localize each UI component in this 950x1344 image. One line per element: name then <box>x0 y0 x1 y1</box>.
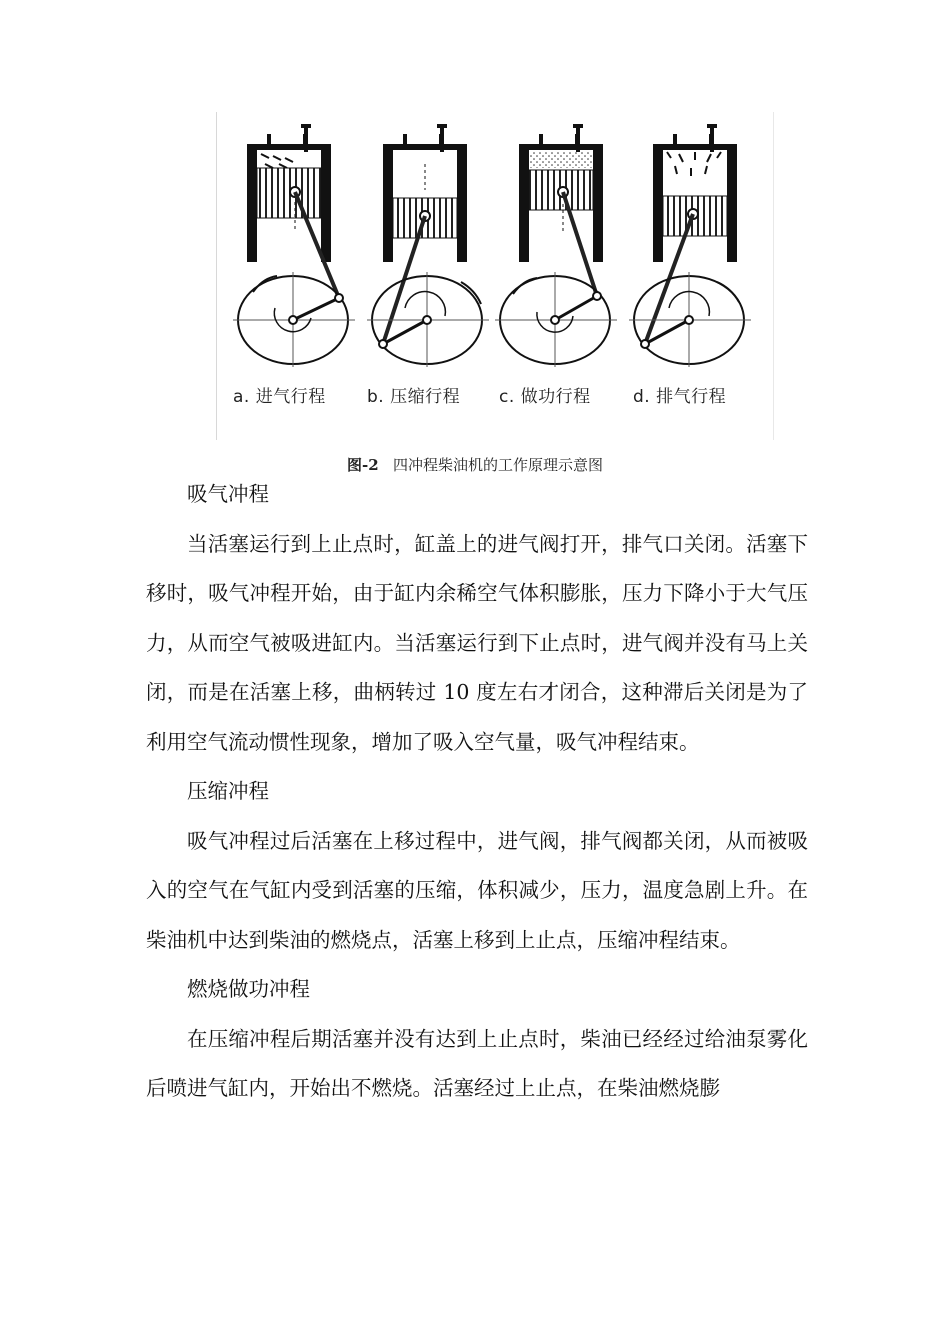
engine-b-compression <box>367 124 489 367</box>
section-body-compression: 吸气冲程过后活塞在上移过程中，进气阀，排气阀都关闭，从而被吸入的空气在气缸内受到活塞的压缩，体积减少，压力，温度急剧上升。在柴油机中达到柴油的燃烧点，活塞上移到上止点，压缩冲程结束。 <box>146 828 808 952</box>
figure-title: 四冲程柴油机的工作原理示意图 <box>392 456 603 474</box>
label-exhaust-stroke: d. 排气行程 <box>633 387 727 407</box>
section-heading-compression: 压缩冲程 <box>187 779 269 803</box>
engine-a-intake <box>233 124 355 367</box>
document-body <box>146 470 808 1114</box>
label-compression-stroke: b. 压缩行程 <box>367 387 461 407</box>
section-heading-power: 燃烧做功冲程 <box>187 977 310 1001</box>
engine-diagram-figure <box>216 112 774 440</box>
section-heading-intake: 吸气冲程 <box>187 482 269 506</box>
label-power-stroke: c. 做功行程 <box>499 387 591 407</box>
engine-d-exhaust <box>629 124 751 367</box>
label-intake-stroke: a. 进气行程 <box>233 387 326 407</box>
engine-c-power <box>495 124 617 367</box>
section-body-intake: 当活塞运行到上止点时，缸盖上的进气阀打开，排气口关闭。活塞下移时，吸气冲程开始，由于缸内余稀空气体积膨胀，压力下降小于大气压力，从而空气被吸进缸内。当活塞运行到下止点时，进气阀并没有马上关闭，而是在活塞上移，曲柄转过 10 度左右才闭合，这种滞后关闭是为了利用空气流动惯性现象，增加了吸入空气量，吸气冲程结束。 <box>146 531 808 754</box>
section-body-power: 在压缩冲程后期活塞并没有达到上止点时，柴油已经经过给油泵雾化后喷进气缸内，开始出不燃烧。活塞经过上止点，在柴油燃烧膨 <box>146 1026 808 1100</box>
figure-number: 图-2 <box>347 456 379 474</box>
